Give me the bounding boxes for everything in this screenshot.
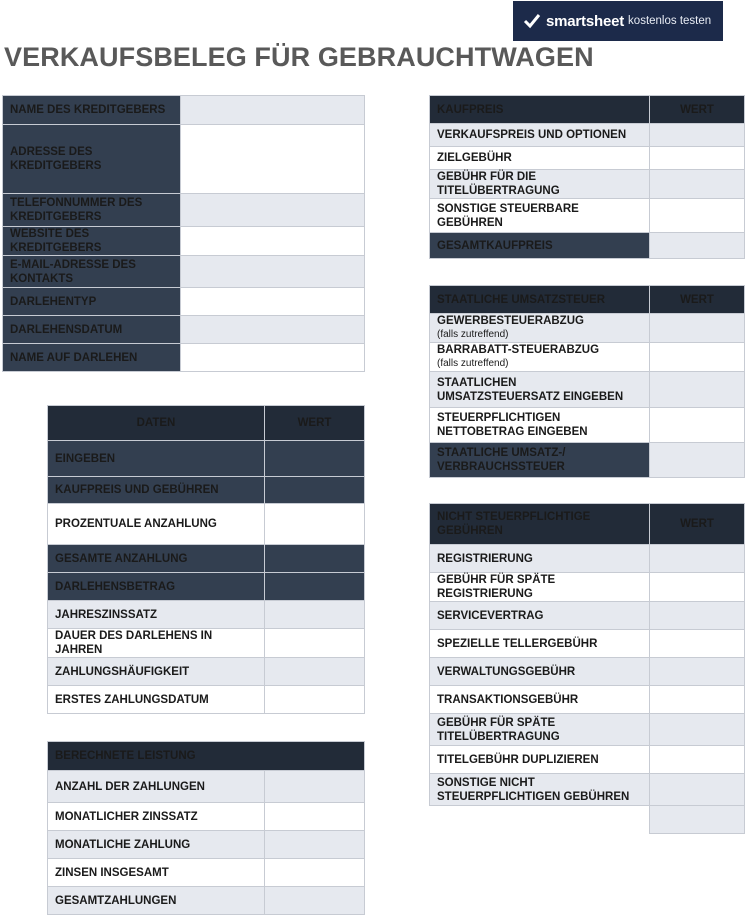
fees-row-label: TITELGEBÜHR DUPLIZIEREN	[430, 746, 650, 774]
fees-value-field[interactable]	[650, 630, 745, 658]
purchase-row-label: SONSTIGE STEUERBARE GEBÜHREN	[430, 199, 650, 233]
data-table	[47, 405, 365, 714]
data-value-cell	[265, 573, 365, 601]
data-row-label: DAUER DES DARLEHENS IN JAHREN	[48, 629, 265, 658]
calc-row-label: ANZAHL DER ZAHLUNGEN	[48, 771, 265, 803]
purchase-value-field[interactable]	[650, 147, 745, 170]
calc-row-label: GESAMTZAHLUNGEN	[48, 887, 265, 915]
sales-tax-table	[429, 285, 745, 478]
fees-value-field[interactable]	[650, 714, 745, 746]
calc-value-cell	[265, 803, 365, 831]
value-column-header: WERT	[265, 406, 365, 441]
purchase-row-label: VERKAUFSPREIS UND OPTIONEN	[430, 124, 650, 147]
purchase-value-field[interactable]	[650, 124, 745, 147]
fees-row-label: GEBÜHR FÜR SPÄTE REGISTRIERUNG	[430, 573, 650, 602]
fees-row-label: SERVICEVERTRAG	[430, 602, 650, 630]
fees-total-value	[650, 806, 745, 834]
fees-row-label: SONSTIGE NICHT STEUERPFLICHTIGEN GEBÜHREN	[430, 774, 650, 806]
tax-row-title: GEWERBESTEUERABZUG	[437, 315, 584, 327]
lender-label: ADRESSE DES KREDITGEBERS	[3, 125, 181, 194]
calc-value-cell	[265, 859, 365, 887]
fees-value-field[interactable]	[650, 573, 745, 602]
data-row-label: ERSTES ZAHLUNGSDATUM	[48, 686, 265, 714]
fees-value-field[interactable]	[650, 746, 745, 774]
tax-total-label: STAATLICHE UMSATZ-/ VERBRAUCHSSTEUER	[430, 443, 650, 478]
lender-value-field[interactable]	[181, 125, 365, 194]
tax-value-field[interactable]	[650, 314, 745, 343]
lender-value-field[interactable]	[181, 316, 365, 344]
tax-row-note: (falls zutreffend)	[437, 358, 509, 369]
banner-cta: kostenlos testen	[628, 15, 712, 27]
purchase-value-field[interactable]	[650, 199, 745, 233]
value-column-header: WERT	[650, 286, 745, 314]
data-row-label: JAHRESZINSSATZ	[48, 601, 265, 629]
lender-label: NAME DES KREDITGEBERS	[3, 96, 181, 125]
fees-value-field[interactable]	[650, 658, 745, 686]
tax-value-field[interactable]	[650, 343, 745, 372]
smartsheet-logo-icon	[523, 12, 541, 30]
purchase-row-label: GEBÜHR FÜR DIE TITELÜBERTRAGUNG	[430, 170, 650, 199]
tax-total-value	[650, 443, 745, 478]
data-row-label: GESAMTE ANZAHLUNG	[48, 545, 265, 573]
fees-value-field[interactable]	[650, 602, 745, 630]
lender-label: E-MAIL-ADRESSE DES KONTAKTS	[3, 256, 181, 288]
tax-row-label: STAATLICHEN UMSATZSTEUERSATZ EINGEBEN	[430, 372, 650, 408]
smartsheet-banner[interactable]	[513, 1, 723, 41]
calc-table-header: BERECHNETE LEISTUNG	[48, 742, 365, 771]
tax-row-title: BARRABATT-STEUERABZUG	[437, 344, 600, 356]
fees-row-label: SPEZIELLE TELLERGEBÜHR	[430, 630, 650, 658]
purchase-row-label: ZIELGEBÜHR	[430, 147, 650, 170]
purchase-table-header: KAUFPREIS	[430, 96, 650, 124]
fees-row-label: TRANSAKTIONSGEBÜHR	[430, 686, 650, 714]
data-table-header: DATEN	[48, 406, 265, 441]
calculated-table	[47, 741, 365, 915]
value-column-header: WERT	[650, 96, 745, 124]
purchase-total-value	[650, 233, 745, 259]
lender-label: NAME AUF DARLEHEN	[3, 344, 181, 372]
section-label: EINGEBEN	[48, 441, 265, 477]
data-row-label: PROZENTUALE ANZAHLUNG	[48, 504, 265, 545]
data-value-cell	[265, 477, 365, 504]
non-taxable-fees-table	[429, 503, 745, 834]
data-value-field[interactable]	[265, 629, 365, 658]
calc-row-label: MONATLICHE ZAHLUNG	[48, 831, 265, 859]
lender-value-field[interactable]	[181, 288, 365, 316]
calc-value-cell	[265, 831, 365, 859]
fees-value-field[interactable]	[650, 774, 745, 806]
banner-brand: smartsheet	[546, 12, 625, 30]
data-value-field[interactable]	[265, 686, 365, 714]
lender-value-field[interactable]	[181, 227, 365, 256]
data-row-label: KAUFPREIS UND GEBÜHREN	[48, 477, 265, 504]
purchase-table	[429, 95, 745, 259]
calc-value-cell	[265, 887, 365, 915]
page-title: VERKAUFSBELEG FÜR GEBRAUCHTWAGEN	[4, 42, 594, 72]
purchase-total-label: GESAMTKAUFPREIS	[430, 233, 650, 259]
tax-table-header: STAATLICHE UMSATZSTEUER	[430, 286, 650, 314]
lender-value-field[interactable]	[181, 256, 365, 288]
fees-row-label: GEBÜHR FÜR SPÄTE TITELÜBERTRAGUNG	[430, 714, 650, 746]
data-row-label: DARLEHENSBETRAG	[48, 573, 265, 601]
lender-label: DARLEHENTYP	[3, 288, 181, 316]
data-row-label: ZAHLUNGSHÄUFIGKEIT	[48, 658, 265, 686]
fees-value-field[interactable]	[650, 545, 745, 573]
data-value-field[interactable]	[265, 658, 365, 686]
tax-value-field[interactable]	[650, 408, 745, 443]
tax-row-note: (falls zutreffend)	[437, 329, 509, 340]
fees-total-spacer	[430, 806, 650, 834]
lender-label: DARLEHENSDATUM	[3, 316, 181, 344]
data-value-cell	[265, 545, 365, 573]
value-column-header: WERT	[650, 504, 745, 545]
tax-row-label	[430, 343, 650, 372]
lender-label: WEBSITE DES KREDITGEBERS	[3, 227, 181, 256]
tax-value-field[interactable]	[650, 372, 745, 408]
calc-row-label: ZINSEN INSGESAMT	[48, 859, 265, 887]
fees-row-label: VERWALTUNGSGEBÜHR	[430, 658, 650, 686]
lender-value-field[interactable]	[181, 96, 365, 125]
section-value-cell	[265, 441, 365, 477]
purchase-value-field[interactable]	[650, 170, 745, 199]
lender-table	[2, 95, 365, 372]
lender-value-field[interactable]	[181, 344, 365, 372]
data-value-field[interactable]	[265, 601, 365, 629]
data-value-field[interactable]	[265, 504, 365, 545]
lender-label: TELEFONNUMMER DES KREDITGEBERS	[3, 194, 181, 227]
calc-value-cell	[265, 771, 365, 803]
tax-row-label: STEUERPFLICHTIGEN NETTOBETRAG EINGEBEN	[430, 408, 650, 443]
lender-value-field[interactable]	[181, 194, 365, 227]
tax-row-label	[430, 314, 650, 343]
fees-table-header: NICHT STEUERPFLICHTIGE GEBÜHREN	[430, 504, 650, 545]
fees-row-label: REGISTRIERUNG	[430, 545, 650, 573]
calc-row-label: MONATLICHER ZINSSATZ	[48, 803, 265, 831]
fees-value-field[interactable]	[650, 686, 745, 714]
